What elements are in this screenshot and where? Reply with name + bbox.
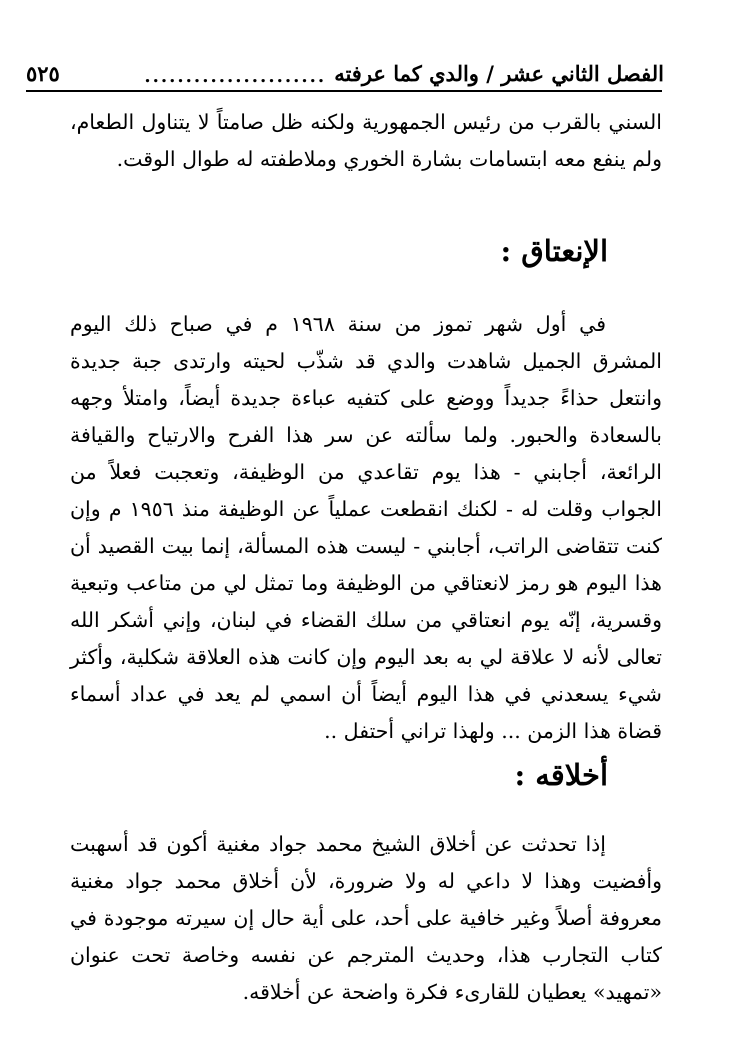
paragraph-emancipation: في أول شهر تموز من سنة ١٩٦٨ م في صباح ذلك اليوم المشرق الجميل شاهدت والدي قد شذّب لحيته وارتدى جبة جديدة وانتعل حذاءً جديداً ووضع على كتفيه عباءة جديدة أيضاً، وامتلأ وجهه بالسعادة والحبور. ولما سألته عن سر هذا الفرح والارتياح والقيافة الرائعة، أجابني - هذا يوم تقاعدي من الوظيفة، وتعجبت فعلاً من الجواب وقلت له - لكنك انقطعت عملياً عن الوظيفة منذ ١٩٥٦ م وإن كنت تتقاضى الراتب، أجابني - ليست هذه المسألة، إنما بيت القصيد أن هذا اليوم هو رمز لانعتاقي من الوظيفة وما تمثل لي من متاعب وتبعية وقسرية، إنّه يوم انعتاقي من سلك القضاء في لبنان، وإني أشكر الله تعالى لأنه لا علاقة لي به بعد اليوم وإن كانت هذه العلاقة شكلية، وأكثر شيء يسعدني في هذا اليوم أيضاً أن اسمي لم يعد في عداد أسماء قضاة هذا الزمن ... ولهذا تراني أحتفل .. bbox=[70, 312, 662, 743]
section-heading-morals: أخلاقه : bbox=[514, 758, 608, 792]
section-heading-emancipation: الإنعتاق : bbox=[500, 234, 608, 268]
header-leader-dots: ...................... bbox=[144, 68, 327, 86]
chapter-title: الفصل الثاني عشر / والدي كما عرفته bbox=[334, 61, 664, 86]
intro-paragraph: السني بالقرب من رئيس الجمهورية ولكنه ظل صامتاً لا يتناول الطعام، ولم ينفع معه ابتسامات بشارة الخوري وملاطفته له طوال الوقت. bbox=[70, 110, 662, 171]
header-rule bbox=[26, 90, 662, 92]
running-header bbox=[26, 50, 664, 86]
page-number: ٥٢٥ bbox=[26, 61, 60, 86]
paragraph-morals: إذا تحدثت عن أخلاق الشيخ محمد جواد مغنية أكون قد أسهبت وأفضيت وهذا لا داعي له ولا ضرورة، لأن أخلاق محمد جواد مغنية معروفة أصلاً وغير خافية على أحد، على أية حال إن سيرته موجودة في كتاب التجارب هذا، وحديث المترجم عن نفسه وخاصة تحت عنوان «تمهيد» يعطيان للقارىء فكرة واضحة عن أخلاقه. bbox=[70, 832, 662, 1004]
